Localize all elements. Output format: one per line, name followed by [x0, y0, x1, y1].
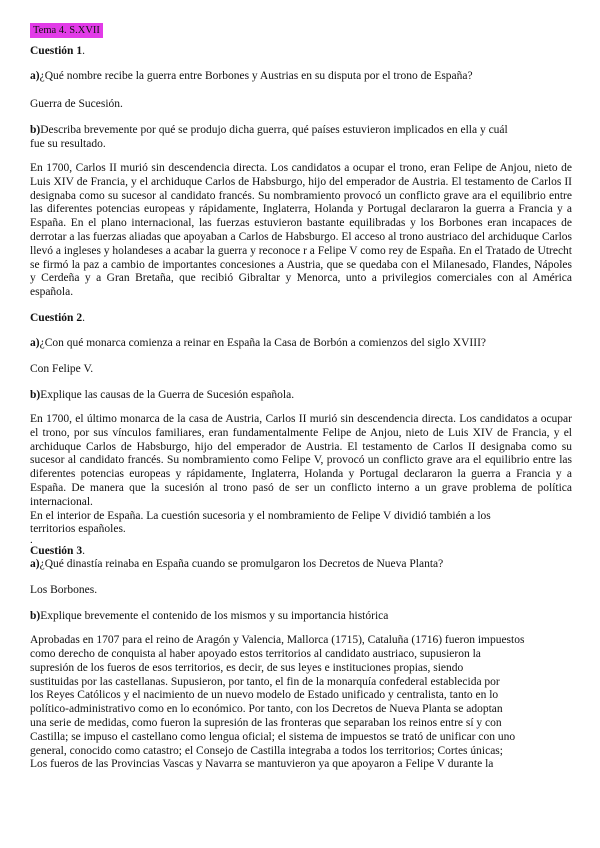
answer-3a: Los Borbones. — [30, 584, 98, 597]
answer-2b-line-2: territorios españoles. — [30, 523, 126, 536]
answer-3b-line: supresión de los fueros de esos territorios, es decir, de sus leyes e instituciones propias, siendo — [30, 661, 464, 674]
answer-3b-line: una serie de medidas, como fueron la supresión de las fronteras que separaban los reinos entre sí y con — [30, 716, 502, 729]
answer-3b-line: Castilla; se impuso el castellano como lengua oficial; el sistema de impuestos se trató de unificar con uno — [30, 730, 516, 743]
question-1-title: Cuestión 1. — [30, 45, 85, 57]
answer-3b-line: general, conocido como catastro; el Consejo de Castilla integraba a todos los territorios; Cortes únicas; — [30, 744, 503, 757]
question-2a: a)¿Con qué monarca comienza a reinar en España la Casa de Borbón a comienzos del siglo XVIII? — [30, 336, 487, 349]
answer-3b-line: sustituidas por las castellanas. Supusieron, por tanto, el fin de la monarquía confederal establecida por — [30, 675, 500, 688]
question-3a: a)¿Qué dinastía reinaba en España cuando se promulgaron los Decretos de Nueva Planta? — [30, 558, 444, 571]
answer-3b-line: como derecho de conquista al haber apoyado estos territorios al candidato austriaco, supusieron la — [30, 647, 481, 660]
answer-3b-line: político-administrativo como en lo económico. Por tanto, con los Decretos de Nueva Planta se adoptan — [30, 703, 503, 716]
answer-3b-paragraph — [30, 634, 572, 772]
answer-2a: Con Felipe V. — [30, 362, 94, 375]
topic-tag — [30, 20, 572, 38]
question-3b: b)Explique brevemente el contenido de los mismos y su importancia histórica — [30, 610, 389, 623]
topic-tag-highlight: Tema 4. S.XVII — [30, 23, 103, 38]
answer-2b-paragraph: En 1700, el último monarca de la casa de Austria, Carlos II murió sin descendencia directa. Los candidatos a ocupar el trono, por sus vínculos familiares, eran fundamentalmente Felipe de Anjou, nieto de Luis XIV de Francia, y el archiduque Carlos de Habsburgo, hijo del emperador de Austria. El testamento de Carlos II designaba como su sucesor al candidato francés. Su nombramiento como Felipe V, provocó un conflicto grave ara el equilibrio entre las diferentes potencias europeas y rápidamente, Inglaterra, Holanda y Portugal declararon la guerra a Francia y a España. De manera que la sucesión al trono pasó de ser un conflicto interno a un grave problema de política internacional. — [30, 412, 572, 508]
answer-3b-line: Los fueros de las Provincias Vascas y Navarra se mantuvieron ya que apoyaron a Felipe V durante la — [30, 758, 494, 771]
question-3-title: Cuestión 3. — [30, 545, 85, 558]
answer-2b-line-1: En el interior de España. La cuestión sucesoria y el nombramiento de Felipe V dividió también a los — [30, 509, 491, 522]
answer-1a: Guerra de Sucesión. — [30, 98, 123, 110]
question-1b: b)Describa brevemente por qué se produjo dicha guerra, qué países estuvieron implicados en ella y cuál — [30, 124, 508, 136]
question-1b-cont: fue su resultado. — [30, 138, 106, 150]
question-1a: a)¿Qué nombre recibe la guerra entre Borbones y Austrias en su disputa por el trono de España? — [30, 70, 473, 82]
stray-dot: . — [30, 534, 33, 547]
document-page — [30, 20, 572, 772]
answer-3b-line: Aprobadas en 1707 para el reino de Aragón y Valencia, Mallorca (1715), Cataluña (1716) fueron impuestos — [30, 634, 525, 647]
answer-3b-line: los Reyes Católicos y el nacimiento de un nuevo modelo de Estado unificado y centralista, tanto en lo — [30, 689, 499, 702]
answer-1b-paragraph: En 1700, Carlos II murió sin descendencia directa. Los candidatos a ocupar el trono, eran Felipe de Anjou, nieto de Luis XIV de Francia, y el archiduque Carlos de Habsburgo, hijo del emperador de Austria. El testamento de Carlos II designaba como su sucesor al candidato francés. Su nombramiento provocó un conflicto grave ara el equilibrio entre las diferentes potencias europeas y rápidamente, Inglaterra, Holanda y Portugal declararon la guerra a Francia y a España. En el plano internacional, las fuerzas estuvieron bastante equilibradas y los Borbones eran incapaces de derrotar a las fuerzas aliadas que apoyaban a Carlos de Habsburgo. El acceso al trono austriaco del archiduque Carlos llevó a ingleses y holandeses a acabar la guerra y reconoce r a Felipe V como rey de España. En el Tratado de Utrecht se firmó la paz a cambio de importantes concesiones a Austria, que se quedaba con el Milanesado, Flandes, Nápoles y Cerdeña y a Gran Bretaña, que recibió Gibraltar y Menorca, unto a privilegios comerciales con al América española. — [30, 162, 572, 299]
question-2b: b)Explique las causas de la Guerra de Sucesión española. — [30, 388, 295, 401]
question-2-title: Cuestión 2. — [30, 311, 85, 324]
